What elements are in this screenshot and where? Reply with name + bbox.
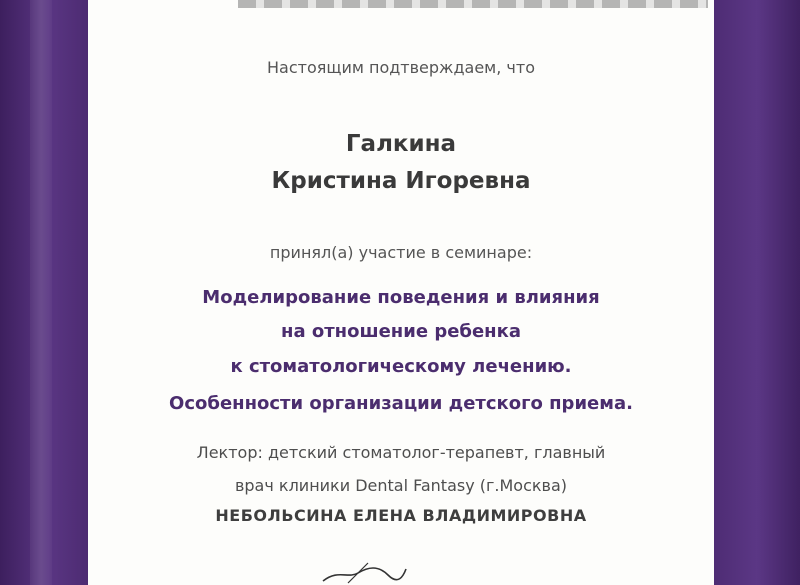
seminar-topic-line: Особенности организации детского приема. (169, 393, 633, 414)
lecturer-name: НЕБОЛЬСИНА ЕЛЕНА ВЛАДИМИРОВНА (215, 506, 587, 525)
signature-stroke (318, 555, 408, 585)
seminar-topic-line: к стоматологическому лечению. (230, 356, 572, 377)
purple-border-right (714, 0, 800, 585)
participant-given-names: Кристина Игоревна (271, 168, 531, 194)
lector-description-line: Лектор: детский стоматолог-терапевт, главный (196, 443, 606, 462)
certificate-paper (88, 0, 714, 585)
cut-off-header-text (238, 0, 708, 8)
participation-text: принял(а) участие в семинаре: (269, 243, 533, 262)
seminar-topic-line: Моделирование поведения и влияния (202, 287, 600, 308)
lector-description-line: врач клиники Dental Fantasy (г.Москва) (234, 476, 568, 495)
purple-border-left (0, 0, 88, 585)
intro-text: Настоящим подтверждаем, что (267, 58, 535, 77)
seminar-topic-line: на отношение ребенка (281, 321, 521, 342)
participant-surname: Галкина (345, 131, 457, 157)
